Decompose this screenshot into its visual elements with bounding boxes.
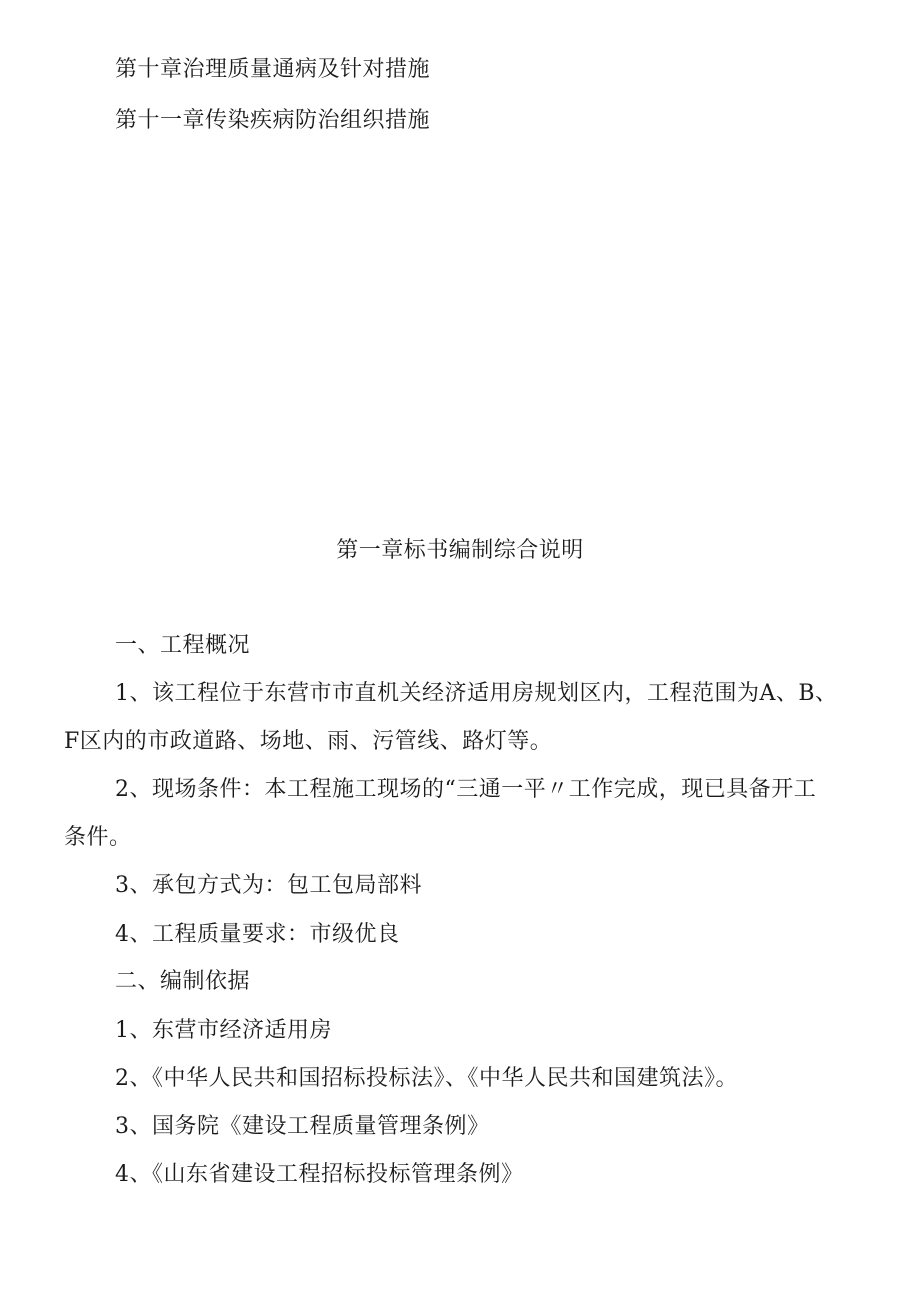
basis-item-1: 1、东营市经济适用房 — [115, 1018, 332, 1043]
paragraph-1-line-1: 1、该工程位于东营市市直机关经济适用房规划区内，工程范围为A、B、 — [115, 681, 838, 706]
paragraph-2-line-1: 2、现场条件：本工程施工现场的“三通一平〃工作完成，现已具备开工 — [115, 777, 817, 802]
paragraph-1-line-2: F区内的市政道路、场地、雨、污管线、路灯等。 — [64, 729, 553, 754]
paragraph-2-line-2: 条件。 — [64, 825, 132, 850]
basis-item-2: 2、《中华人民共和国招标投标法》、《中华人民共和国建筑法》。 — [115, 1066, 738, 1091]
chapter-title: 第一章标书编制综合说明 — [336, 538, 584, 563]
section-heading-basis: 二、编制依据 — [115, 969, 251, 994]
toc-item-chapter-11: 第十一章传染疾病防治组织措施 — [115, 108, 431, 133]
basis-item-3: 3、国务院《建设工程质量管理条例》 — [115, 1114, 490, 1139]
paragraph-3: 3、承包方式为：包工包局部料 — [115, 873, 422, 898]
toc-item-chapter-10: 第十章治理质量通病及针对措施 — [115, 57, 431, 82]
basis-item-4: 4、《山东省建设工程招标投标管理条例》 — [115, 1162, 524, 1187]
paragraph-4: 4、工程质量要求：市级优良 — [115, 922, 400, 947]
section-heading-overview: 一、工程概况 — [115, 633, 251, 658]
